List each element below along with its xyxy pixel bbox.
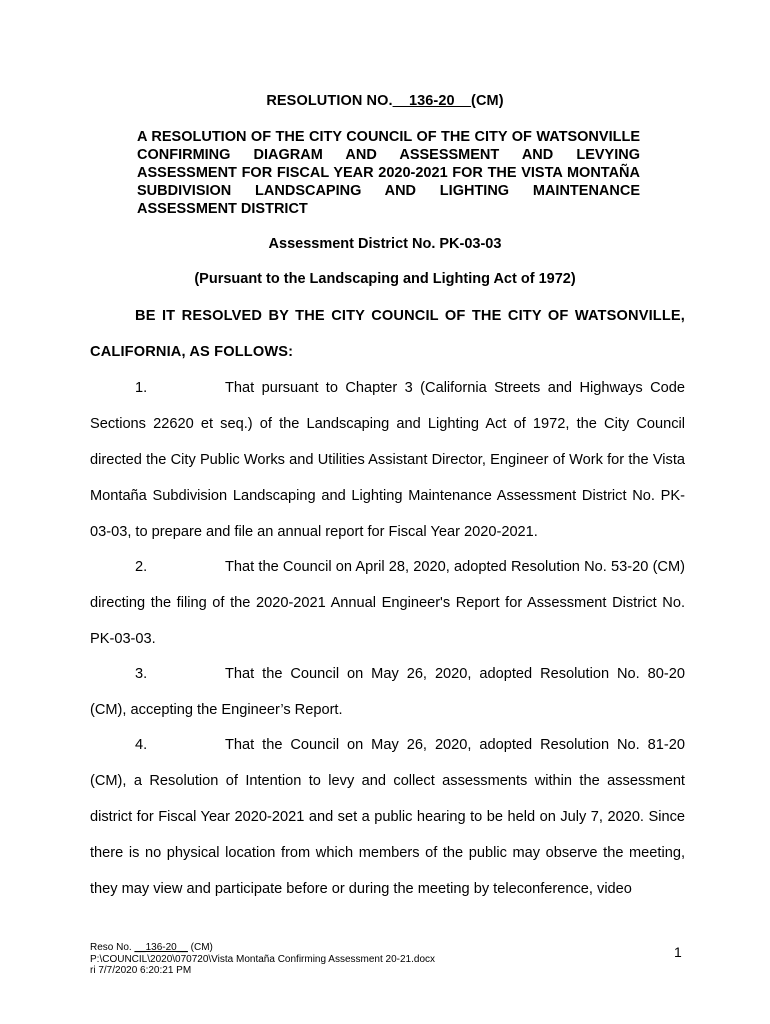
page-number: 1 <box>674 944 682 960</box>
resolution-title <box>0 93 770 109</box>
footer-reso-number: __136-20__ <box>134 942 188 953</box>
item-text: That the Council on May 26, 2020, adopted Resolution No. 81-20 (CM), a Resolution of Intention to levy and collect assessments within the assessment district for Fiscal Year 2020-2021 and set a public hearing to be held on July 7, 2020. Since there is no physical location from which members of the public may observe the meeting, they may view and participate before or during the meeting by teleconference, video <box>90 737 685 897</box>
district-label: Assessment District No. PK-03-03 <box>268 236 502 252</box>
resolution-heading: A RESOLUTION OF THE CITY COUNCIL OF THE CITY OF WATSONVILLE CONFIRMING DIAGRAM AND ASSESSMENT AND LEVYING ASSESSMENT FOR FISCAL YEAR 2020-2021 FOR THE VISTA MONTAÑA SUBDIVISION LANDSCAPING AND LIGHTING MAINTENANCE ASSESSMENT DISTRICT <box>137 129 640 217</box>
item-number: 4. <box>135 737 148 753</box>
list-item-4 <box>90 727 685 907</box>
item-text: That the Council on April 28, 2020, adopted Resolution No. 53-20 (CM) directing the filing of the 2020-2021 Annual Engineer's Report for Assessment District No. PK-03-03. <box>90 559 685 647</box>
item-number: 1. <box>135 380 148 396</box>
resolution-number: __136-20__ <box>392 93 472 109</box>
footer-timestamp: ri 7/7/2020 6:20:21 PM <box>90 965 192 976</box>
footer-reso-suffix: (CM) <box>190 942 213 953</box>
resolved-clause: BE IT RESOLVED BY THE CITY COUNCIL OF THE CITY OF WATSONVILLE, CALIFORNIA, AS FOLLOWS: <box>90 308 685 360</box>
item-number: 3. <box>135 666 148 682</box>
title-prefix: RESOLUTION NO. <box>266 93 393 109</box>
item-number: 2. <box>135 559 148 575</box>
list-item-1 <box>90 370 685 550</box>
item-text: That the Council on May 26, 2020, adopted Resolution No. 80-20 (CM), accepting the Engineer’s Report. <box>90 666 685 718</box>
list-item-3 <box>90 656 685 728</box>
item-text: That pursuant to Chapter 3 (California Streets and Highways Code Sections 22620 et seq.) of the Landscaping and Lighting Act of 1972, the City Council directed the City Public Works and Utilities Assistant Director, Engineer of Work for the Vista Montaña Subdivision Landscaping and Lighting Maintenance Assessment District No. PK-03-03, to prepare and file an annual report for Fiscal Year 2020-2021. <box>90 380 685 540</box>
footer-reso-line <box>90 942 435 954</box>
title-suffix: (CM) <box>471 93 504 109</box>
list-item-2 <box>90 549 685 657</box>
footer-reso-prefix: Reso No. <box>90 942 132 953</box>
act-reference: (Pursuant to the Landscaping and Lighting Act of 1972) <box>194 271 576 287</box>
footer <box>90 942 435 977</box>
footer-file-path: P:\COUNCIL\2020\070720\Vista Montaña Confirming Assessment 20-21.docx <box>90 953 435 965</box>
